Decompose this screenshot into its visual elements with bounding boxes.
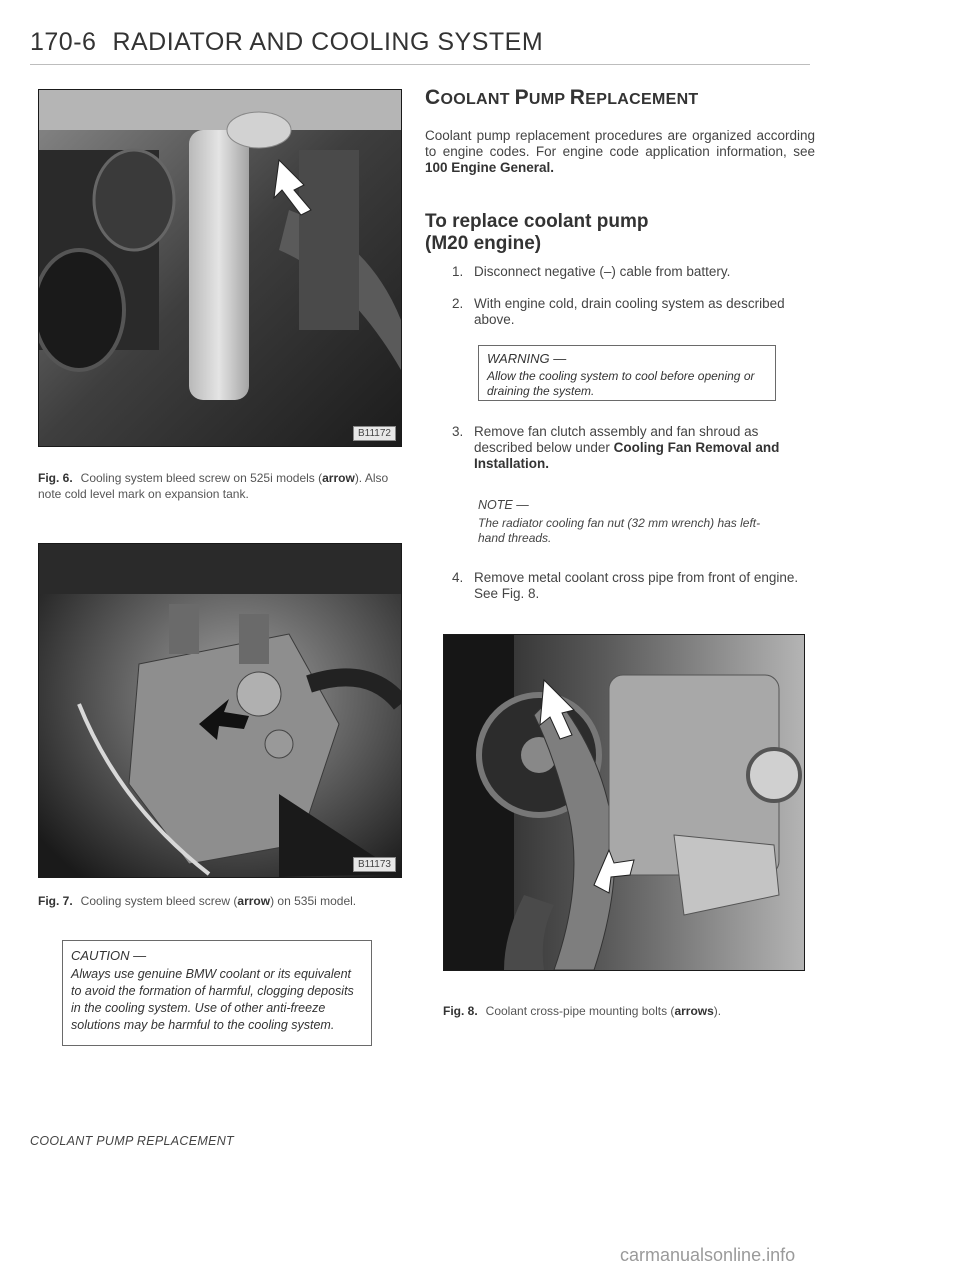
fig6-image-code: B11172	[353, 426, 396, 441]
step-1: 1. Disconnect negative (–) cable from battery.	[452, 264, 731, 279]
caution-text: Always use genuine BMW coolant or its equivalent to avoid the formation of harmful, clogging deposits in the cooling system. Use of other anti-freeze solutions may be harmful to the cooling system.	[71, 967, 354, 1032]
step-4: 4. Remove metal coolant cross pipe from front of engine. See Fig. 8.	[452, 570, 799, 601]
fig6-photo	[38, 89, 402, 447]
note-title: NOTE —	[478, 498, 529, 512]
fig8-caption: Fig. 8. Coolant cross-pipe mounting bolts (arrows).	[443, 1004, 722, 1018]
page-footer: COOLANT PUMP REPLACEMENT	[30, 1134, 234, 1148]
step-2: 2. With engine cold, drain cooling system as described above.	[452, 296, 785, 327]
note-text: The radiator cooling fan nut (32 mm wrench) has left-hand threads.	[478, 516, 761, 545]
warning-text: Allow the cooling system to cool before opening or draining the system.	[487, 369, 755, 398]
fig7-caption: Fig. 7. Cooling system bleed screw (arrow) on 535i model.	[38, 894, 357, 908]
site-watermark: carmanualsonline.info	[620, 1245, 796, 1265]
fig7-image-code: B11173	[353, 857, 396, 872]
caution-title: CAUTION —	[71, 948, 147, 963]
caution-box	[62, 940, 372, 1046]
fig6-label: Fig. 6.	[38, 471, 73, 485]
page-number: 170-6	[30, 28, 97, 56]
header-divider	[30, 64, 810, 65]
page-header	[30, 28, 543, 57]
warning-title: WARNING —	[487, 351, 567, 366]
chapter-title: RADIATOR AND COOLING SYSTEM	[112, 28, 544, 56]
fig7-photo	[38, 543, 402, 878]
section-title: COOLANT PUMP REPLACEMENT	[425, 86, 699, 109]
fig8-photo	[443, 634, 805, 971]
warning-box	[478, 345, 776, 401]
step-3: 3. Remove fan clutch assembly and fan shroud as described below under Cooling Fan Removal and Installation.	[452, 424, 780, 471]
section-intro: Coolant pump replacement procedures are organized according to engine codes. For engine code application information, see 100 Engine General.	[425, 128, 815, 175]
fig6-caption: Fig. 6. Cooling system bleed screw on 525i models (arrow). Also note cold level mark on expansion tank.	[38, 471, 389, 501]
fig7-label: Fig. 7.	[38, 894, 73, 908]
note-block	[478, 498, 778, 546]
procedure-title: To replace coolant pump (M20 engine)	[425, 211, 649, 254]
fig8-label: Fig. 8.	[443, 1004, 478, 1018]
